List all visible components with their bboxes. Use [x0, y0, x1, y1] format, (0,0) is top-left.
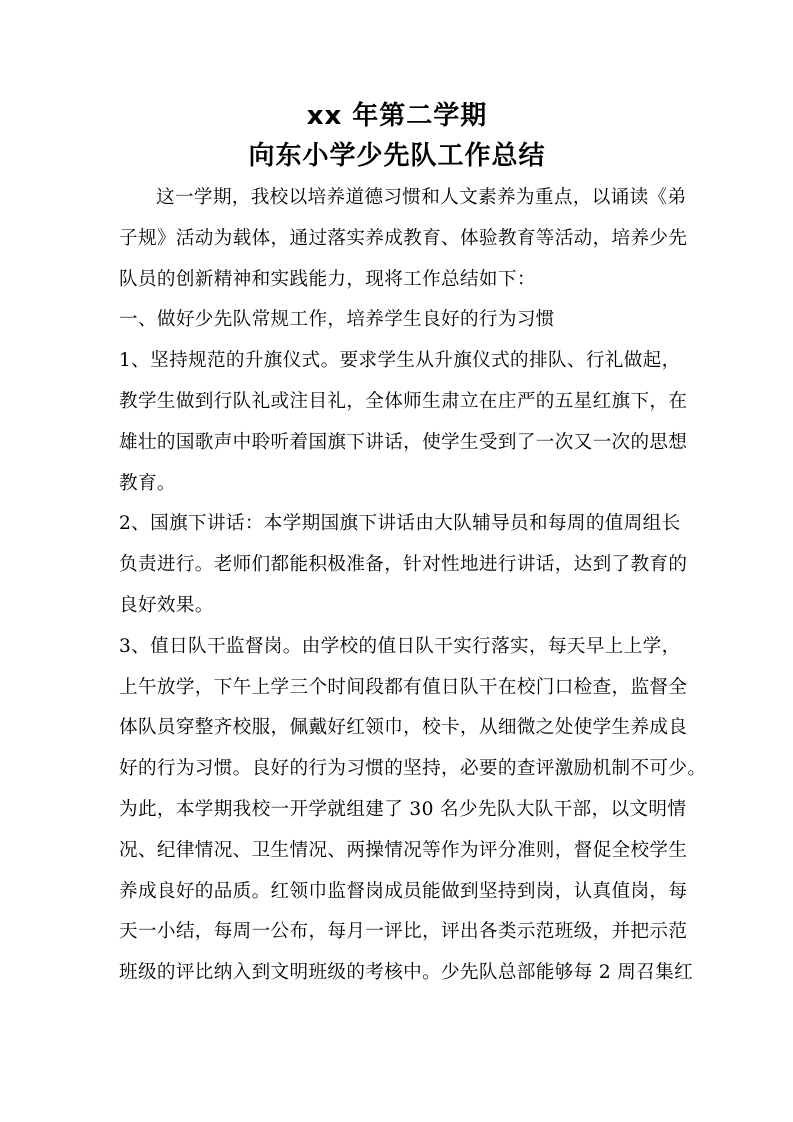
item2-paragraph	[119, 504, 688, 626]
document-body	[119, 178, 707, 994]
document-title-line2: 向东小学少先队工作总结	[248, 141, 546, 171]
item1-paragraph	[119, 341, 688, 504]
text-line: 这一学期，我校以培养道德习惯和人文素养为重点，以诵读《弟	[156, 187, 687, 208]
text-line: 子规》活动为载体，通过落实养成教育、体验教育等活动，培养少先	[119, 227, 688, 249]
item3-paragraph	[119, 627, 707, 994]
text-line: 为此，本学期我校一开学就组建了 30 名少先队大队干部，以文明情	[119, 798, 687, 820]
intro-paragraph	[119, 178, 688, 300]
section1-heading: 一、做好少先队常规工作，培养学生良好的行为习惯	[119, 309, 555, 331]
text-line: 良好效果。	[119, 594, 214, 616]
text-line: 好的行为习惯。良好的行为习惯的坚持，必要的查评激励机制不可少。	[119, 758, 707, 780]
text-line: 教学生做到行队礼或注目礼，全体师生肃立在庄严的五星红旗下，在	[119, 390, 688, 412]
text-line: 天一小结，每周一公布，每月一评比，评出各类示范班级，并把示范	[119, 921, 688, 943]
section-heading	[119, 300, 675, 341]
text-line: 1、坚持规范的升旗仪式。要求学生从升旗仪式的排队、行礼做起，	[119, 350, 681, 372]
text-line: 雄壮的国歌声中聆听着国旗下讲话，使学生受到了一次又一次的思想	[119, 431, 688, 453]
text-line: 上午放学，下午上学三个时间段都有值日队干在校门口检查，监督全	[119, 676, 688, 698]
text-line: 养成良好的品质。红领巾监督岗成员能做到坚持到岗，认真值岗，每	[119, 880, 688, 902]
document-title-line1: xx 年第二学期	[306, 101, 488, 131]
text-line: 教育。	[119, 472, 176, 494]
text-line: 队员的创新精神和实践能力，现将工作总结如下：	[119, 268, 536, 290]
text-line: 2、国旗下讲话：本学期国旗下讲话由大队辅导员和每周的值周组长	[119, 513, 681, 535]
text-line: 班级的评比纳入到文明班级的考核中。少先队总部能够每 2 周召集红	[119, 962, 694, 984]
text-line: 体队员穿整齐校服，佩戴好红领巾，校卡，从细微之处使学生养成良	[119, 717, 688, 739]
text-line: 况、纪律情况、卫生情况、两操情况等作为评分准则，督促全校学生	[119, 839, 688, 861]
document-page	[119, 96, 707, 994]
text-line: 3、值日队干监督岗。由学校的值日队干实行落实，每天早上上学，	[119, 635, 681, 657]
text-line: 负责进行。老师们都能积极准备，针对性地进行讲话，达到了教育的	[119, 554, 688, 576]
